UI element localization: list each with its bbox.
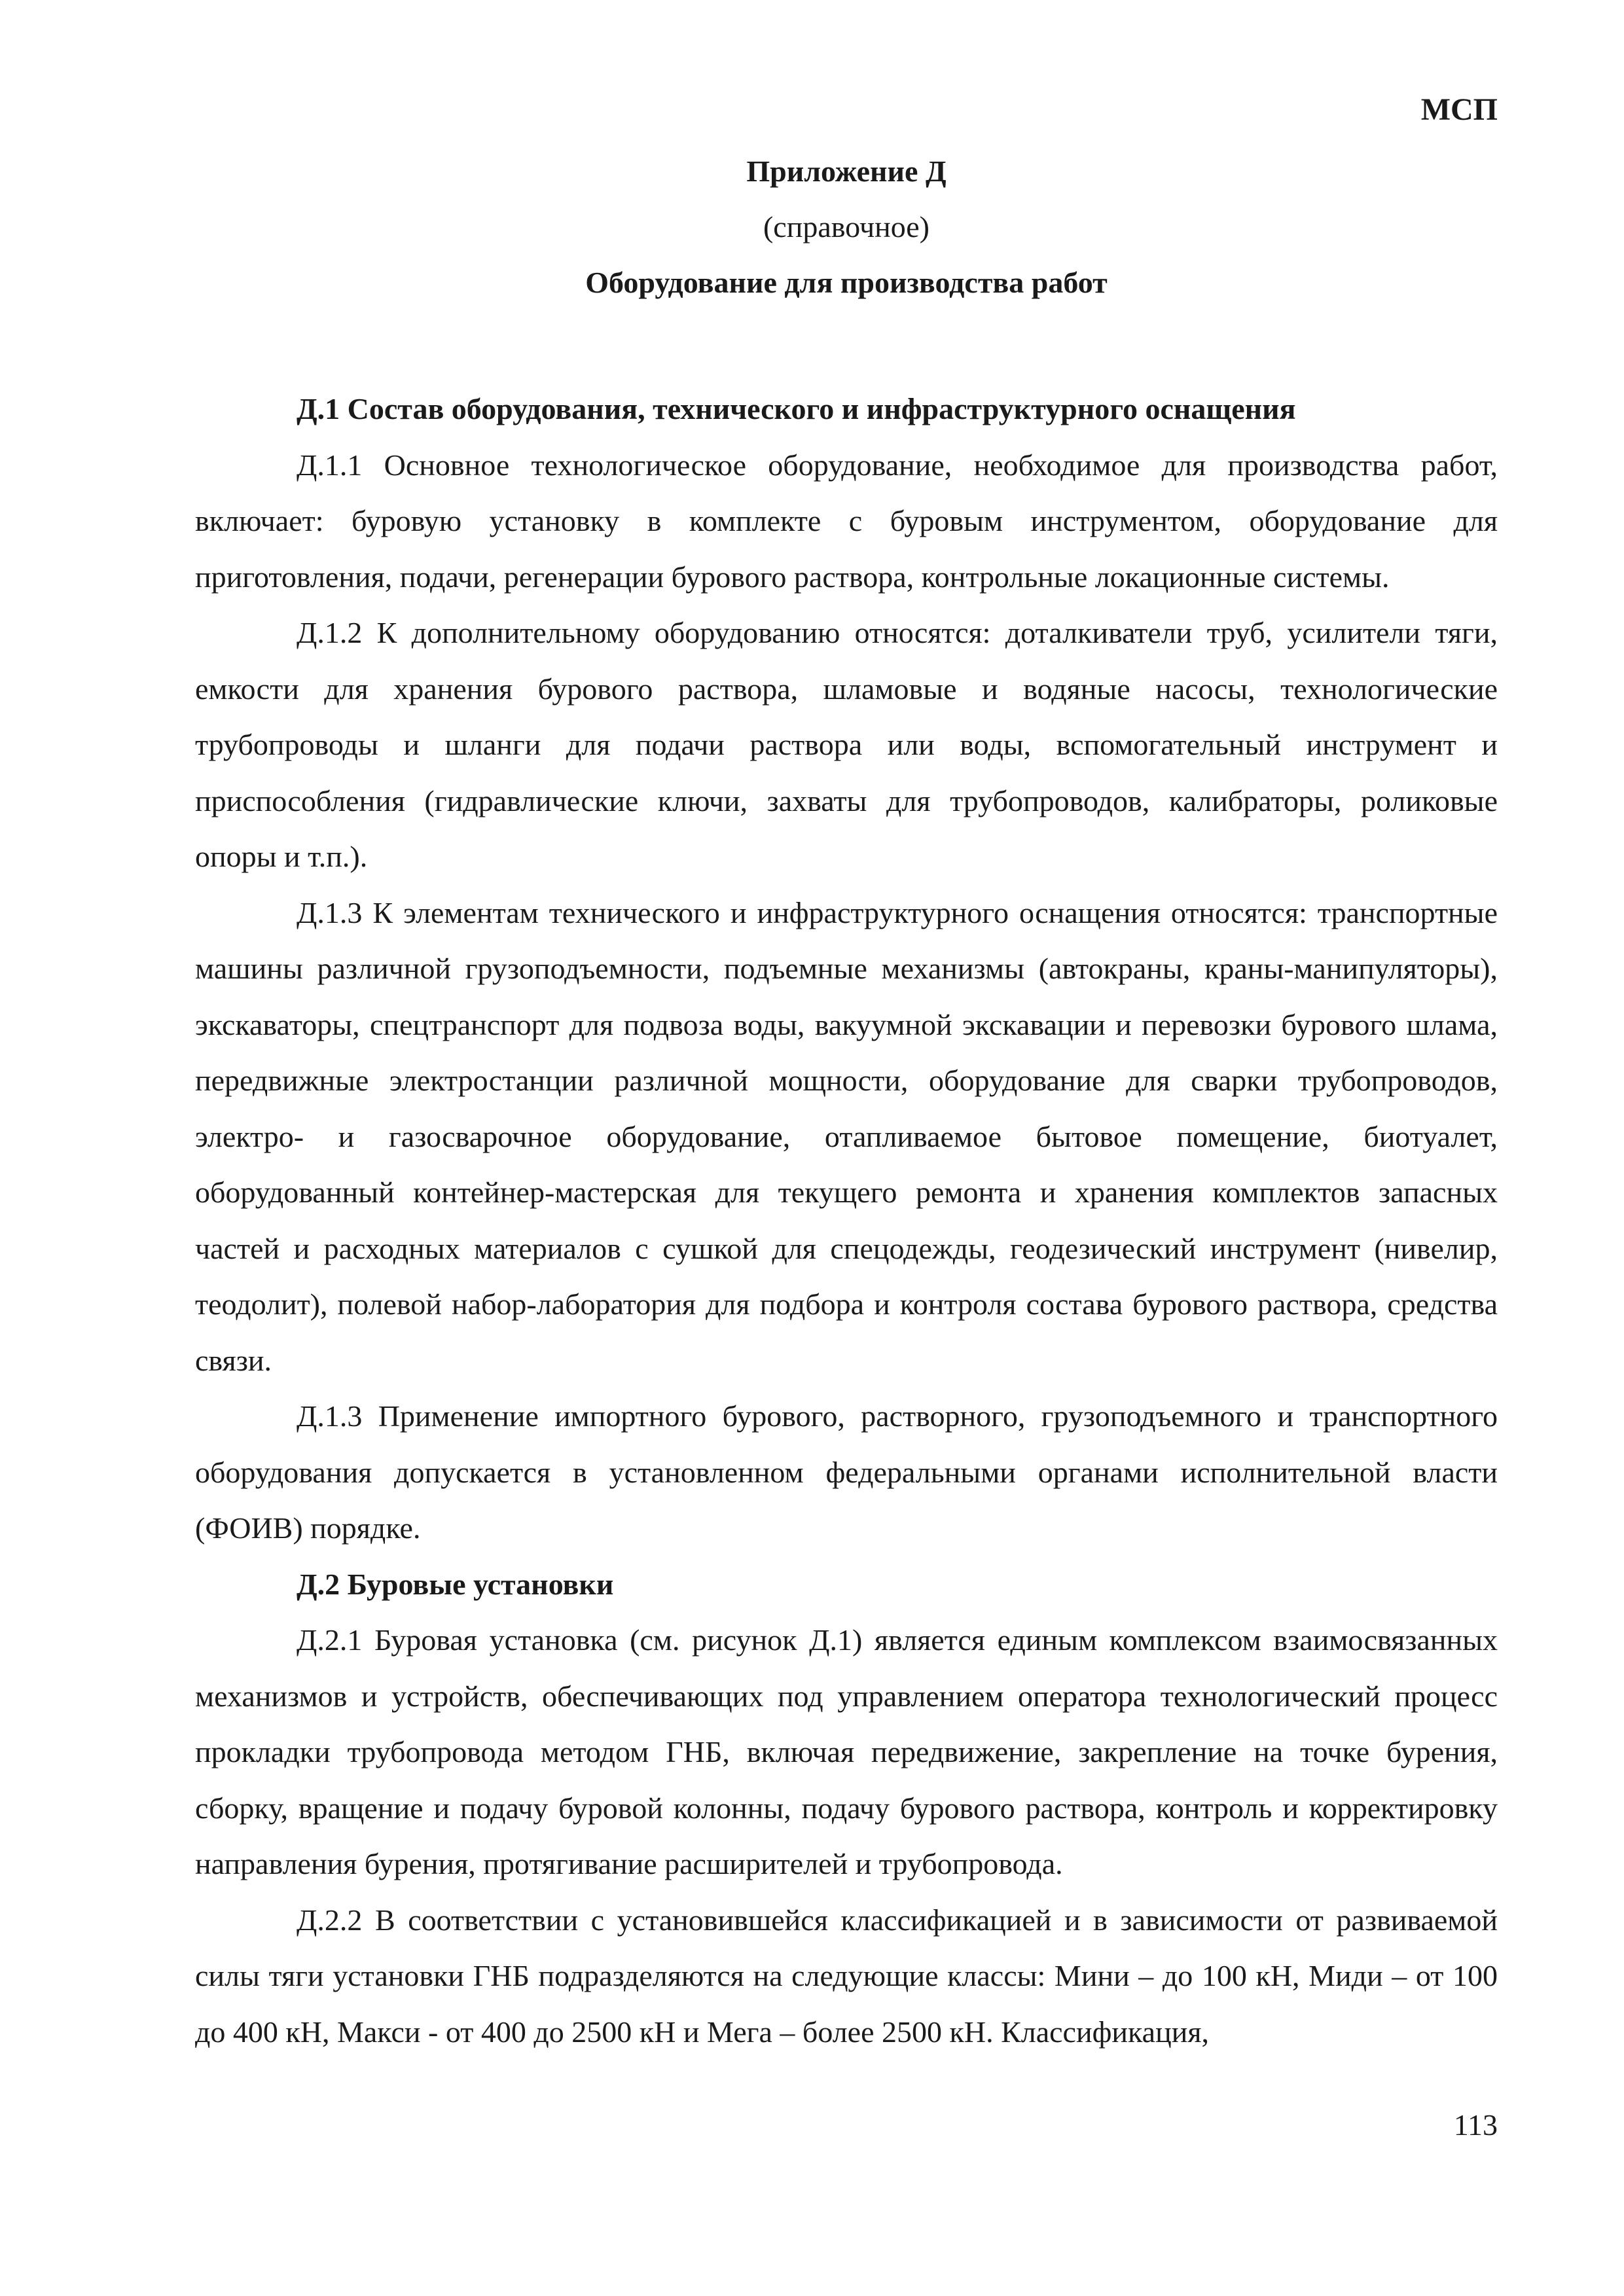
paragraph-d2-1: Д.2.1 Буровая установка (см. рисунок Д.1) является единым комплексом взаимосвязанных механизмов и устройств, обеспечивающих под управлением оператора технологический процесс прокладки трубопровода методом ГНБ, включая передвижение, закрепление на точке бурения, сборку, вращение и подачу буровой колонны, подачу бурового раствора, контроль и корректировку направления бурения, протягивание расширителей и трубопровода.: [195, 1623, 1498, 1880]
body-text: [195, 381, 1498, 2060]
section-heading-d2: Д.2 Буровые установки: [297, 1567, 614, 1601]
appendix-subtitle: (справочное): [763, 210, 930, 243]
appendix-heading: Оборудование для производства работ: [585, 266, 1108, 299]
paragraph-d2-2: Д.2.2 В соответствии с установившейся классификацией и в зависимости от развиваемой силы тяги установки ГНБ подразделяются на следующие классы: Мини – до 100 кН, Миди – от 100 до 400 кН, Макси - от 400 до 2500 кН и Мега – более 2500 кН. Классификация,: [195, 1903, 1498, 2049]
appendix-title: Приложение Д: [746, 154, 947, 188]
paragraph-d1-1: Д.1.1 Основное технологическое оборудование, необходимое для производства работ, включает: буровую установку в комплекте с буровым инструментом, оборудование для приготовления, подачи, регенерации бурового раствора, контрольные локационные системы.: [195, 448, 1498, 594]
paragraph-d1-2: Д.1.2 К дополнительному оборудованию относятся: доталкиватели труб, усилители тяги, емкости для хранения бурового раствора, шламовые и водяные насосы, технологические трубопроводы и шланги для подачи раствора или воды, вспомогательный инструмент и приспособления (гидравлические ключи, захваты для трубопроводов, калибраторы, роликовые опоры и т.п.).: [195, 616, 1498, 873]
document-code: МСП: [1420, 92, 1498, 127]
paragraph-d1-3-import: Д.1.3 Применение импортного бурового, растворного, грузоподъемного и транспортного оборудования допускается в установленном федеральными органами исполнительной власти (ФОИВ) порядке.: [195, 1399, 1498, 1545]
document-page: [195, 0, 1498, 2296]
page-number: 113: [1453, 2108, 1498, 2142]
section-heading-d1: Д.1 Состав оборудования, технического и инфраструктурного оснащения: [297, 392, 1296, 425]
paragraph-d1-3: Д.1.3 К элементам технического и инфраструктурного оснащения относятся: транспортные машины различной грузоподъемности, подъемные механизмы (автокраны, краны-манипуляторы), экскаваторы, спецтранспорт для подвоза воды, вакуумной экскавации и перевозки бурового шлама, передвижные электростанции различной мощности, оборудование для сварки трубопроводов, электро- и газосварочное оборудование, отапливаемое бытовое помещение, биотуалет, оборудованный контейнер-мастерская для текущего ремонта и хранения комплектов запасных частей и расходных материалов с сушкой для спецодежды, геодезический инструмент (нивелир, теодолит), полевой набор-лаборатория для подбора и контроля состава бурового раствора, средства связи.: [195, 895, 1498, 1377]
